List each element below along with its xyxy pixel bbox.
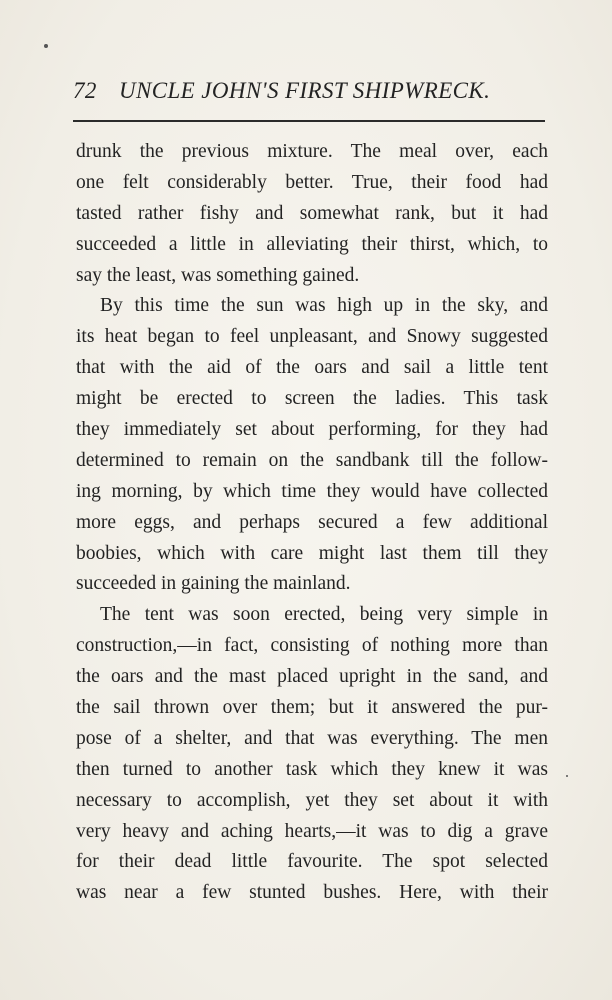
text-line: The tent was soon erected, being very simple in [100, 604, 548, 626]
running-header [73, 78, 548, 108]
text-line: they immediately set about performing, for they had [76, 419, 548, 441]
text-line: pose of a shelter, and that was everything. The men [76, 727, 548, 749]
text-line: By this time the sun was high up in the sky, and [100, 295, 548, 317]
text-line: ing morning, by which time they would have collected [76, 480, 548, 502]
text-line: then turned to another task which they knew it was [76, 758, 548, 780]
text-line: that with the aid of the oars and sail a little tent [76, 357, 548, 379]
text-line: more eggs, and perhaps secured a few additional [76, 511, 548, 533]
text-line: boobies, which with care might last them till they [76, 542, 548, 564]
text-line: very heavy and aching hearts,—it was to dig a grave [76, 820, 548, 842]
text-line: for their dead little favourite. The spot selected [76, 851, 548, 873]
ink-speck [566, 775, 568, 777]
text-line: succeeded in gaining the mainland. [76, 573, 351, 595]
text-line: drunk the previous mixture. The meal over, each [76, 141, 548, 162]
page-number: 72 [73, 78, 97, 103]
text-line: tasted rather fishy and somewhat rank, but it had [76, 202, 548, 224]
text-line: its heat began to feel unpleasant, and Snowy suggested [76, 326, 548, 348]
ink-speck [44, 44, 48, 48]
text-line: say the least, was something gained. [76, 264, 360, 286]
text-line: succeeded a little in alleviating their thirst, which, to [76, 233, 548, 255]
text-line: the oars and the mast placed upright in the sand, and [76, 666, 548, 688]
text-line: necessary to accomplish, yet they set about it with [76, 789, 548, 811]
text-line: might be erected to screen the ladies. This task [76, 388, 548, 410]
header-rule [73, 120, 545, 122]
text-line: was near a few stunted bushes. Here, with their [76, 882, 548, 904]
running-title: UNCLE JOHN'S FIRST SHIPWRECK. [119, 78, 491, 103]
text-line: the sail thrown over them; but it answered the pur- [76, 697, 548, 719]
text-line: construction,—in fact, consisting of nothing more than [76, 635, 548, 657]
text-line: determined to remain on the sandbank till the follow- [76, 449, 548, 471]
text-line: one felt considerably better. True, their food had [76, 171, 548, 193]
body-text [76, 137, 548, 909]
